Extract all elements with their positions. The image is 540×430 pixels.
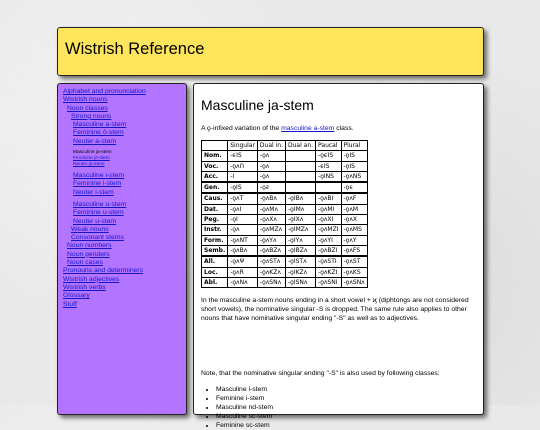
table-cell: -ϙʌBZʌ — [257, 245, 285, 256]
table-cell: -ϙʌՈ — [228, 161, 258, 171]
site-title: Wistrish Reference — [65, 40, 205, 58]
table-cell: -ϙIMʌ — [285, 204, 315, 214]
list-item: • Masculine sc-stem — [216, 412, 273, 421]
table-cell: -ϙʌNT — [228, 235, 258, 245]
table-row — [202, 245, 368, 256]
sidebar-item-stuff[interactable]: Stuff — [63, 300, 77, 308]
table-cell: -ϙʌ — [257, 161, 285, 171]
table-cell — [316, 182, 341, 193]
sidebar-item-neuter-u-stem[interactable]: Neuter u-stem — [73, 217, 117, 225]
table-row — [202, 215, 368, 225]
sidebar-item-weak-nouns[interactable]: Weak nouns — [71, 225, 109, 233]
column-header: Plural — [341, 141, 367, 151]
intro-before: A ϙ-infixed variation of the — [201, 125, 282, 132]
case-label: Acc. — [202, 171, 228, 182]
table-cell: -ϙIKZʌ — [285, 267, 315, 277]
table-cell: -ϙʌY — [341, 235, 367, 245]
case-label: Instr. — [202, 225, 228, 235]
table-cell: -ϙʌMZI — [316, 225, 341, 235]
table-cell: -ϙϵ — [341, 182, 367, 193]
sidebar-item-alphabet-and-pronunciation[interactable]: Alphabet and pronunciation — [63, 88, 146, 95]
table-cell: -ϙISTʌ — [285, 256, 315, 267]
sidebar-item-noun-classes[interactable]: Noun classes — [67, 104, 108, 112]
table-cell: -ϙƨ — [257, 182, 285, 193]
table-cell: -ϙISNʌ — [285, 277, 315, 287]
class-list — [201, 385, 273, 430]
table-cell — [285, 182, 315, 193]
sidebar — [57, 83, 187, 415]
case-label: Loc. — [202, 267, 228, 277]
table-row — [202, 193, 368, 204]
table-cell: -ϵIS — [228, 151, 258, 161]
table-cell: -ϙIBʌ — [285, 193, 315, 204]
main-content — [193, 83, 484, 429]
case-label: All. — [202, 256, 228, 267]
table-cell: -ϙIS — [228, 182, 258, 193]
table-cell: -ϙʌST — [341, 256, 367, 267]
table-cell: -ϙʌSNI — [316, 277, 341, 287]
table-cell: -ϙʌϜS — [341, 245, 367, 256]
table-cell: -ϙʌMZʌ — [257, 225, 285, 235]
table-cell: -ϙIBZʌ — [285, 245, 315, 256]
sidebar-item-feminine-j-stem[interactable]: Feminine jō-stem — [73, 156, 110, 162]
sidebar-item-strong-nouns[interactable]: Strong nouns — [71, 112, 112, 120]
sidebar-item-neuter-a-stem[interactable]: Neuter a-stem — [73, 137, 117, 145]
table-cell: -ϙIYʌ — [285, 235, 315, 245]
table-cell: -ϙʌR — [228, 267, 258, 277]
case-label: Caus. — [202, 193, 228, 204]
table-cell: -ϙʌϜ — [341, 193, 367, 204]
case-label: Peg. — [202, 215, 228, 225]
sidebar-item-feminine-u-stem[interactable]: Feminine u-stem — [73, 209, 124, 217]
table-row — [202, 171, 368, 182]
case-label: Abl. — [202, 277, 228, 287]
case-label: Gen. — [202, 182, 228, 193]
table-cell — [285, 151, 315, 161]
table-cell: -ϙI — [228, 215, 258, 225]
intro-after: class. — [334, 125, 354, 132]
sidebar-item-wistrish-verbs[interactable]: Wistrish verbs — [63, 283, 106, 291]
table-cell — [285, 171, 315, 182]
table-cell: -ϙʌNʌ — [228, 277, 258, 287]
column-header: Dual in. — [257, 141, 285, 151]
column-header: Dual an. — [285, 141, 315, 151]
list-item: • Feminine sc-stem — [216, 421, 273, 430]
table-cell: -ϙʌT — [228, 193, 258, 204]
table-header-row — [202, 141, 368, 151]
table-cell: -ϙʌSNʌ — [257, 277, 285, 287]
table-cell: -I — [228, 171, 258, 182]
sidebar-item-noun-numbers[interactable]: Noun numbers — [67, 242, 112, 250]
table-cell: -ϙʌXʌ — [257, 215, 285, 225]
table-row — [202, 151, 368, 161]
table-cell: -ϙIXʌ — [285, 215, 315, 225]
table-row — [202, 277, 368, 287]
column-header: Paucal — [316, 141, 341, 151]
table-cell: -ϙʌNS — [341, 171, 367, 182]
table-cell: -ϙʌ — [257, 171, 285, 182]
sidebar-item-consonant-stems[interactable]: Consonant stems — [71, 234, 124, 242]
site-header — [57, 27, 484, 76]
case-label: Voc. — [202, 161, 228, 171]
list-item: • Masculine nd-stem — [216, 403, 273, 412]
table-row — [202, 204, 368, 214]
note-paragraph: Note, that the nominative singular ending "-S" is also used by following classes: — [201, 370, 440, 377]
sidebar-item-neuter-ja-stem[interactable]: Neuter ja-stem — [73, 162, 105, 168]
sidebar-item-neuter-i-stem[interactable]: Neuter i-stem — [73, 188, 114, 196]
table-row — [202, 225, 368, 235]
table-row — [202, 235, 368, 245]
intro-text — [201, 125, 354, 132]
table-cell: -ϙIS — [341, 161, 367, 171]
table-cell: -ϙINS — [316, 171, 341, 182]
table-cell: -ϙʌYI — [316, 235, 341, 245]
list-item: • Feminine i-stem — [216, 394, 273, 403]
table-cell — [285, 161, 315, 171]
table-row — [202, 267, 368, 277]
table-cell: -ϙʌBʌ — [257, 193, 285, 204]
table-cell: -ϙʌSTI — [316, 256, 341, 267]
table-cell: -ϙʌ — [228, 225, 258, 235]
table-cell: -ϙʌSTʌ — [257, 256, 285, 267]
table-cell: -ϙʌYʌ — [257, 235, 285, 245]
table-cell: -ϙʌΨ — [228, 256, 258, 267]
column-header — [202, 141, 228, 151]
table-row — [202, 161, 368, 171]
case-label: Nom. — [202, 151, 228, 161]
table-cell: -ϙʌMʌ — [257, 204, 285, 214]
table-cell: -ϵIS — [316, 161, 341, 171]
sidebar-item-feminine-stem[interactable]: Feminine ō-stem — [73, 129, 124, 137]
sidebar-item-wistrish-adjectives[interactable]: Wistrish adjectives — [63, 275, 120, 283]
table-cell: -ϙʌM — [341, 204, 367, 214]
table-cell: -ϙʌMS — [341, 225, 367, 235]
table-cell: -ϙʌX — [341, 215, 367, 225]
sidebar-item-wistrish-nouns[interactable]: Wistrish nouns — [63, 96, 108, 104]
table-cell: -ϙʌKZʌ — [257, 267, 285, 277]
sidebar-item-masculine-ja-stem: Masculine ja-stem — [73, 150, 112, 156]
rule-paragraph: In the masculine a-stem nouns ending in a short vowel + ϗ (diphtongs are not considered short vowels), the nominative singular -S is dropped. The same rule also applies to other nouns that have nominative singular ending "-S" as well as to adjectives. — [201, 297, 469, 322]
sidebar-item-noun-cases[interactable]: Noun cases — [67, 259, 103, 267]
column-header: Singular — [228, 141, 258, 151]
table-cell: -ϙʌKZI — [316, 267, 341, 277]
table-cell: -ϙϵIS — [316, 151, 341, 161]
table-cell: -ϙʌBʌ — [228, 245, 258, 256]
sidebar-item-pronouns-and-determiners[interactable]: Pronouns and determiners — [63, 267, 144, 275]
sidebar-item-masculine-i-stem[interactable]: Masculine i-stem — [73, 172, 124, 180]
case-label: Form. — [202, 235, 228, 245]
table-cell: -ϙʌKS — [341, 267, 367, 277]
declension-table — [201, 140, 368, 288]
table-row — [202, 256, 368, 267]
table-cell: -ϙʌBZI — [316, 245, 341, 256]
sidebar-nav — [63, 88, 185, 309]
table-cell: -ϙʌSNʌ — [341, 277, 367, 287]
case-label: Dat. — [202, 204, 228, 214]
list-item: • Masculine i-stem — [216, 385, 273, 394]
table-cell: -ϙIMZʌ — [285, 225, 315, 235]
sidebar-item-noun-genders[interactable]: Noun genders — [67, 250, 110, 258]
table-cell: -ϙIS — [341, 151, 367, 161]
sidebar-item-glossary[interactable]: Glossary — [63, 292, 90, 300]
table-cell: -ϙʌ — [257, 151, 285, 161]
table-cell: -ϙʌXI — [316, 215, 341, 225]
case-label: Semb. — [202, 245, 228, 256]
page-title: Masculine ja-stem — [201, 97, 314, 113]
table-cell: -ϙʌMI — [316, 204, 341, 214]
table-cell: -ϙʌBI — [316, 193, 341, 204]
table-cell: -ϙʌI — [228, 204, 258, 214]
masculine-a-stem-link[interactable]: masculine a-stem — [281, 125, 335, 132]
sidebar-item-masculine-a-stem[interactable]: Masculine a-stem — [73, 121, 127, 129]
sidebar-item-masculine-u-stem[interactable]: Masculine u-stem — [73, 200, 127, 208]
table-row — [202, 182, 368, 193]
sidebar-item-feminine-i-stem[interactable]: Feminine i-stem — [73, 180, 122, 188]
